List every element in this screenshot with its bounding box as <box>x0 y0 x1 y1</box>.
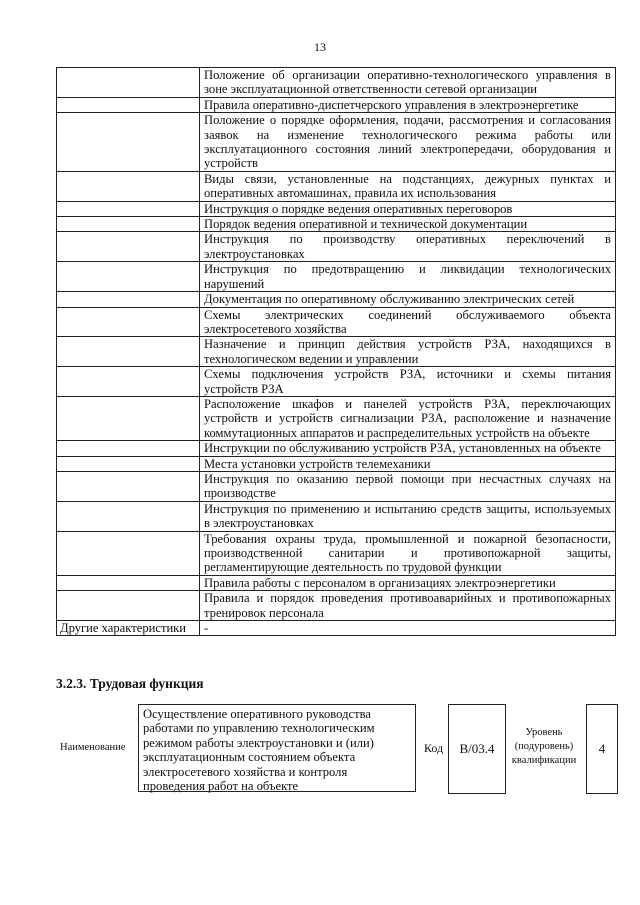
knowledge-row-label <box>57 367 200 397</box>
knowledge-row <box>57 531 616 575</box>
knowledge-row-label <box>57 262 200 292</box>
knowledge-row <box>57 471 616 501</box>
knowledge-row-label <box>57 337 200 367</box>
knowledge-row <box>57 217 616 232</box>
knowledge-item: Назначение и принцип действия устройств РЗА, находящихся в технологическом ведении и управлении <box>200 337 616 367</box>
knowledge-row-label <box>57 97 200 112</box>
knowledge-row-label <box>57 68 200 98</box>
knowledge-row <box>57 113 616 172</box>
knowledge-row-label <box>57 292 200 307</box>
knowledge-item: Места установки устройств телемеханики <box>200 456 616 471</box>
knowledge-row-label <box>57 396 200 440</box>
knowledge-row-label <box>57 307 200 337</box>
knowledge-item: Правила оперативно-диспетчерского управления в электроэнергетике <box>200 97 616 112</box>
knowledge-item: Требования охраны труда, промышленной и пожарной безопасности, производственной санитарии и противопожарной защиты, регламентирующие деятельность по трудовой функции <box>200 531 616 575</box>
knowledge-row-label <box>57 591 200 621</box>
knowledge-item: Схемы электрических соединений обслуживаемого объекта электросетевого хозяйства <box>200 307 616 337</box>
level-value: 4 <box>586 704 618 794</box>
knowledge-item: Виды связи, установленные на подстанциях, дежурных пунктах и оперативных автомашинах, правила их использования <box>200 171 616 201</box>
knowledge-row-label <box>57 501 200 531</box>
knowledge-row-label <box>57 217 200 232</box>
knowledge-row <box>57 367 616 397</box>
knowledge-row-label <box>57 456 200 471</box>
other-characteristics-value: - <box>200 621 616 636</box>
knowledge-table <box>56 67 616 636</box>
knowledge-item: Правила и порядок проведения противоаварийных и противопожарных тренировок персонала <box>200 591 616 621</box>
code-value: B/03.4 <box>448 704 506 794</box>
knowledge-item: Инструкция по применению и испытанию средств защиты, используемых в электроустановках <box>200 501 616 531</box>
knowledge-item: Положение об организации оперативно-технологического управления в зоне эксплуатационной ответственности сетевой организации <box>200 68 616 98</box>
knowledge-row <box>57 201 616 216</box>
knowledge-row-label <box>57 232 200 262</box>
knowledge-row <box>57 396 616 440</box>
knowledge-item: Инструкция о порядке ведения оперативных переговоров <box>200 201 616 216</box>
knowledge-row <box>57 441 616 456</box>
knowledge-row-label <box>57 441 200 456</box>
knowledge-row <box>57 501 616 531</box>
knowledge-table-body <box>57 68 616 621</box>
knowledge-row <box>57 575 616 590</box>
knowledge-row <box>57 591 616 621</box>
knowledge-row <box>57 232 616 262</box>
knowledge-item: Расположение шкафов и панелей устройств РЗА, переключающих устройств и устройств сигнализации РЗА, расположение и назначение коммутационных аппаратов и распределительных устройств на объекте <box>200 396 616 440</box>
name-value: Осуществление оперативного руководства работами по управлению технологическим режимом работы электроустановки и (или) эксплуатационным состоянием объекта электросетевого хозяйства и контроля проведения работ на объекте <box>138 704 416 792</box>
code-label: Код <box>424 741 444 755</box>
knowledge-row <box>57 456 616 471</box>
knowledge-row-label <box>57 531 200 575</box>
knowledge-row-label <box>57 171 200 201</box>
knowledge-row-label <box>57 113 200 172</box>
knowledge-item: Порядок ведения оперативной и технической документации <box>200 217 616 232</box>
other-characteristics-label: Другие характеристики <box>57 621 200 636</box>
knowledge-row <box>57 292 616 307</box>
page-number: 13 <box>314 40 326 54</box>
knowledge-item: Положение о порядке оформления, подачи, рассмотрения и согласования заявок на изменение технологического режима работы или эксплуатационного состояния линий электропередачи, оборудования и устройств <box>200 113 616 172</box>
knowledge-item: Схемы подключения устройств РЗА, источники и схемы питания устройств РЗА <box>200 367 616 397</box>
knowledge-row <box>57 171 616 201</box>
knowledge-row-label <box>57 471 200 501</box>
knowledge-item: Инструкция по производству оперативных переключений в электроустановках <box>200 232 616 262</box>
knowledge-item: Инструкции по обслуживанию устройств РЗА, установленных на объекте <box>200 441 616 456</box>
knowledge-row-label <box>57 575 200 590</box>
name-label: Наименование <box>60 742 126 753</box>
section-title: 3.2.3. Трудовая функция <box>56 676 204 691</box>
knowledge-item: Документация по оперативному обслуживанию электрических сетей <box>200 292 616 307</box>
level-label: Уровень (подуровень) квалификации <box>511 727 577 766</box>
knowledge-item: Правила работы с персоналом в организациях электроэнергетики <box>200 575 616 590</box>
knowledge-item: Инструкция по предотвращению и ликвидации технологических нарушений <box>200 262 616 292</box>
knowledge-row <box>57 337 616 367</box>
knowledge-row <box>57 97 616 112</box>
knowledge-item: Инструкция по оказанию первой помощи при несчастных случаях на производстве <box>200 471 616 501</box>
knowledge-row <box>57 68 616 98</box>
labor-function-row <box>56 704 616 796</box>
other-characteristics-row <box>57 621 616 636</box>
knowledge-row <box>57 262 616 292</box>
knowledge-row <box>57 307 616 337</box>
knowledge-row-label <box>57 201 200 216</box>
